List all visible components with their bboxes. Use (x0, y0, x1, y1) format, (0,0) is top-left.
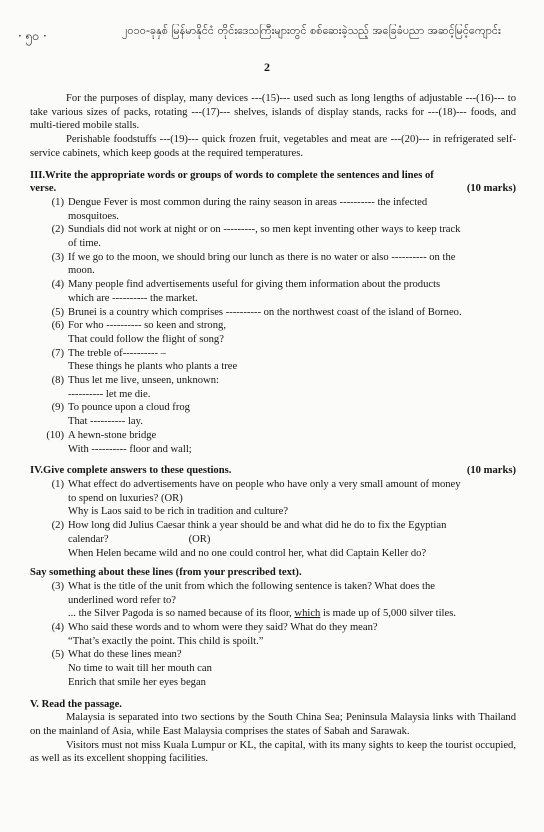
item-number: (6) (51, 320, 64, 332)
fill-in-item (30, 429, 516, 456)
fill-in-item (30, 374, 516, 401)
fill-in-item (30, 251, 516, 278)
section-3-title: III.Write the appropriate words or groups of words to complete the sentences and lines of verse. (10 marks) (30, 169, 516, 195)
section-4-marks: (10 marks) (466, 465, 516, 477)
item-line: ---------- let me die. (68, 388, 151, 400)
section-4-title: IV.Give complete answers to these questions. (10 marks) (30, 465, 516, 477)
item-line: If we go to the moon, we should bring our lunch as there is no water or also ---------- on the (68, 251, 456, 263)
item-line: which are ---------- the market. (68, 292, 198, 304)
question-4: (4) Who said these words and to whom were they said? What do they mean? “That’s exactly the point. This child is spoilt.” (51, 622, 378, 647)
header-title: ၂၀၁၀-ခုနှစ် မြန်မာနိုင်ငံ တိုင်းဒေသကြီးများတွင် စစ်ဆေးခဲ့သည့် အခြေခံပညာ အဆင့်မြင့်ကျောင်း (122, 24, 501, 37)
fill-in-item (30, 306, 516, 320)
item-line: moon. (68, 265, 95, 277)
item-number: (3) (51, 251, 64, 263)
item-line: These things he plants who plants a tree (68, 361, 238, 373)
item-number: (10) (46, 429, 64, 441)
fill-in-item (30, 278, 516, 305)
fill-in-item (30, 401, 516, 428)
underlined-word: which (294, 608, 321, 620)
item-line: To pounce upon a cloud frog (68, 402, 190, 414)
say-something-heading: Say something about these lines (from your prescribed text). (30, 567, 302, 579)
item-number: (9) (51, 402, 64, 414)
fill-in-item (30, 347, 516, 374)
passage-paragraph: Perishable foodstuffs ---(19)--- quick frozen fruit, vegetables and meat are ---(20)--- in refrigerated self-service cabinets, which keep goods at the required temperatures. (30, 134, 516, 159)
item-line: of time. (68, 238, 101, 250)
item-number: (7) (51, 347, 64, 359)
page-body (30, 92, 516, 766)
item-number: (1) (51, 196, 64, 208)
fill-in-item (30, 319, 516, 346)
section-5-title: V. Read the passage. (30, 698, 122, 710)
question-2: (2) How long did Julius Caesar think a year should be and what did he do to fix the Egyptian calendar? (OR) When Helen became wild and no one could control her, what did Captain Keller do? (51, 520, 447, 559)
item-line: Sundials did not work at night or on ---------, so men kept inventing other ways to keep track (68, 224, 461, 236)
item-line: Brunei is a country which comprises ---------- on the northwest coast of the island of Borneo. (68, 306, 462, 318)
item-number: (4) (51, 279, 64, 291)
item-line: Dengue Fever is most common during the rainy season in areas ---------- the infected (68, 196, 428, 208)
section-3-items (30, 196, 516, 456)
fill-in-item (30, 196, 516, 223)
item-line: With ---------- floor and wall; (68, 443, 192, 455)
item-line: A hewn-stone bridge (68, 429, 157, 441)
question-1: (1) What effect do advertisements have on people who have only a very small amount of money to spend on luxuries? (OR) Why is Laos said to be rich in tradition and culture? (51, 478, 461, 518)
item-line: That could follow the flight of song? (68, 333, 224, 345)
section-3-marks: (10 marks) (466, 183, 516, 195)
item-line: Many people find advertisements useful for giving them information about the products (68, 279, 441, 291)
question-3: (3) What is the title of the unit from which the following sentence is taken? What does the underlined word refer to? ... the Silver Pagoda is so named because of its floor, which is made up of 5,000 silver tiles. (51, 580, 456, 620)
item-line: For who ---------- so keen and strong, (68, 320, 226, 332)
passage-paragraph: Visitors must not miss Kuala Lumpur or KL, the capital, with its many sights to keep the tourist occupied, as well as its excellent shopping facilities. (30, 739, 516, 765)
item-number: (5) (51, 306, 64, 318)
item-line: Thus let me live, unseen, unknown: (68, 375, 219, 387)
item-number: (8) (51, 375, 64, 387)
page-marker: · ၅၀ · (18, 29, 47, 43)
passage-paragraph: For the purposes of display, many devices ---(15)--- used such as long lengths of adjustable ---(16)--- to take various sizes of packs, rotating ---(17)--- shelves, islands of display stands, racks for ---(18)--- foods, and multi-tiered mobile stalls. (30, 93, 516, 132)
item-number: (2) (51, 224, 64, 236)
item-line: That ---------- lay. (68, 416, 143, 428)
passage-paragraph: Malaysia is separated into two sections by the South China Sea; Peninsula Malaysia links with Thailand on the mainland of Asia, while East Malaysia comprises the states of Sabah and Sarawak. (30, 712, 516, 737)
fill-in-item (30, 223, 516, 250)
item-line: The treble of---------- – (68, 347, 166, 359)
question-5: (5) What do these lines mean? No time to wait till her mouth can Enrich that smile her eyes began (51, 649, 212, 688)
item-line: mosquitoes. (68, 210, 119, 222)
page-number: 2 (264, 60, 270, 74)
